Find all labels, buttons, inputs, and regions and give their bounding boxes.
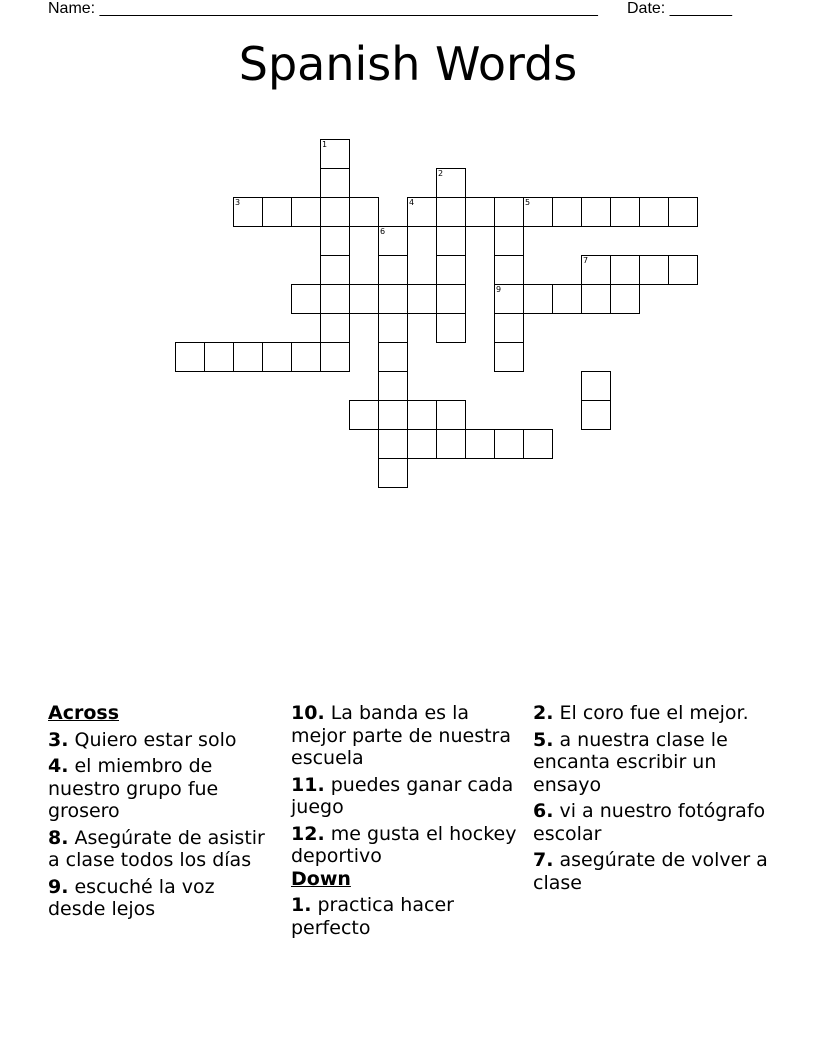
crossword-cell[interactable] (378, 429, 408, 459)
crossword-cell[interactable] (436, 313, 466, 343)
clues-column-3 (533, 702, 773, 894)
crossword-cell[interactable] (378, 284, 408, 314)
crossword-cell[interactable] (494, 197, 524, 227)
crossword-cell[interactable] (320, 342, 350, 372)
crossword-cell[interactable] (320, 197, 350, 227)
crossword-cell[interactable] (378, 400, 408, 430)
down-clue-5: 5. a nuestra clase le encanta escribir un ensayo (533, 728, 728, 796)
across-clue-4: 4. el miembro de nuestro grupo fue grosero (48, 755, 219, 822)
crossword-cell[interactable] (610, 284, 640, 314)
crossword-cell[interactable] (436, 168, 466, 198)
crossword-cell[interactable] (668, 197, 698, 227)
crossword-cell[interactable] (204, 342, 234, 372)
crossword-cell[interactable] (407, 197, 437, 227)
down-clue-1: 1. practica hacer perfecto (291, 894, 454, 939)
crossword-cell[interactable] (465, 197, 495, 227)
crossword-cell[interactable] (320, 168, 350, 198)
crossword-cell[interactable] (349, 400, 379, 430)
crossword-cell[interactable] (291, 284, 321, 314)
crossword-cell[interactable] (320, 313, 350, 343)
name-field-label: Name: ________________________________________________________ (48, 0, 598, 17)
crossword-cell[interactable] (436, 284, 466, 314)
crossword-cell[interactable] (378, 342, 408, 372)
crossword-cell[interactable] (378, 313, 408, 343)
crossword-cell[interactable] (523, 284, 553, 314)
crossword-cell[interactable] (407, 400, 437, 430)
crossword-cell[interactable] (610, 255, 640, 285)
clue-number: 1 (322, 140, 328, 149)
across-heading: Across (48, 702, 120, 724)
down-clue-6: 6. vi a nuestro fotógrafo escolar (533, 800, 766, 845)
crossword-cell[interactable] (523, 429, 553, 459)
clue-number: 2 (438, 169, 444, 178)
crossword-cell[interactable] (436, 255, 466, 285)
crossword-cell[interactable] (233, 342, 263, 372)
crossword-cell[interactable] (436, 226, 466, 256)
across-clue-3: 3. Quiero estar solo (48, 728, 237, 751)
clue-number: 3 (235, 198, 241, 207)
across-clue-9: 9. escuché la voz desde lejos (48, 875, 215, 920)
crossword-cell[interactable] (639, 255, 669, 285)
crossword-cell[interactable] (494, 226, 524, 256)
crossword-cell[interactable] (523, 197, 553, 227)
crossword-cell[interactable] (407, 284, 437, 314)
crossword-cell[interactable] (581, 255, 611, 285)
down-heading: Down (291, 867, 351, 890)
crossword-cell[interactable] (175, 342, 205, 372)
crossword-cell[interactable] (436, 400, 466, 430)
clue-number: 6 (380, 227, 386, 236)
crossword-cell[interactable] (378, 226, 408, 256)
crossword-cell[interactable] (320, 226, 350, 256)
across-clue-10: 10. La banda es la mejor parte de nuestra escuela (291, 702, 512, 769)
crossword-cell[interactable] (378, 255, 408, 285)
crossword-cell[interactable] (407, 429, 437, 459)
crossword-cell[interactable] (552, 197, 582, 227)
clues-column-1 (48, 702, 278, 921)
crossword-cell[interactable] (465, 429, 495, 459)
across-clue-8: 8. Asegúrate de asistir a clase todos los días (48, 826, 265, 871)
crossword-cell[interactable] (581, 400, 611, 430)
crossword-cell[interactable] (581, 284, 611, 314)
crossword-cell[interactable] (581, 371, 611, 401)
crossword-cell[interactable] (320, 139, 350, 169)
crossword-cell[interactable] (262, 342, 292, 372)
crossword-cell[interactable] (494, 429, 524, 459)
page-title: Spanish Words (238, 37, 578, 91)
across-clue-12: 12. me gusta el hockey deportivo (291, 822, 517, 867)
crossword-cell[interactable] (436, 429, 466, 459)
crossword-cell[interactable] (581, 197, 611, 227)
crossword-cell[interactable] (378, 458, 408, 488)
clues-column-2 (291, 702, 521, 939)
clue-number: 7 (583, 256, 589, 265)
crossword-cell[interactable] (436, 197, 466, 227)
crossword-cell[interactable] (291, 342, 321, 372)
crossword-cell[interactable] (668, 255, 698, 285)
crossword-cell[interactable] (349, 284, 379, 314)
crossword-cell[interactable] (610, 197, 640, 227)
crossword-cell[interactable] (378, 371, 408, 401)
crossword-cell[interactable] (494, 313, 524, 343)
crossword-cell[interactable] (552, 284, 582, 314)
crossword-cell[interactable] (494, 342, 524, 372)
down-clue-7: 7. asegúrate de volver a clase (533, 849, 768, 894)
crossword-cell[interactable] (320, 255, 350, 285)
down-clue-2: 2. El coro fue el mejor. (533, 702, 749, 724)
crossword-cell[interactable] (262, 197, 292, 227)
crossword-cell[interactable] (320, 284, 350, 314)
clue-number: 5 (525, 198, 531, 207)
clue-number: 4 (409, 198, 415, 207)
crossword-cell[interactable] (233, 197, 263, 227)
crossword-cell[interactable] (494, 255, 524, 285)
clue-number: 9 (496, 285, 502, 294)
date-field-label: Date: _______ (627, 0, 732, 17)
crossword-cell[interactable] (639, 197, 669, 227)
crossword-cell[interactable] (291, 197, 321, 227)
crossword-cell[interactable] (349, 197, 379, 227)
across-clue-11: 11. puedes ganar cada juego (291, 773, 514, 818)
crossword-cell[interactable] (494, 284, 524, 314)
